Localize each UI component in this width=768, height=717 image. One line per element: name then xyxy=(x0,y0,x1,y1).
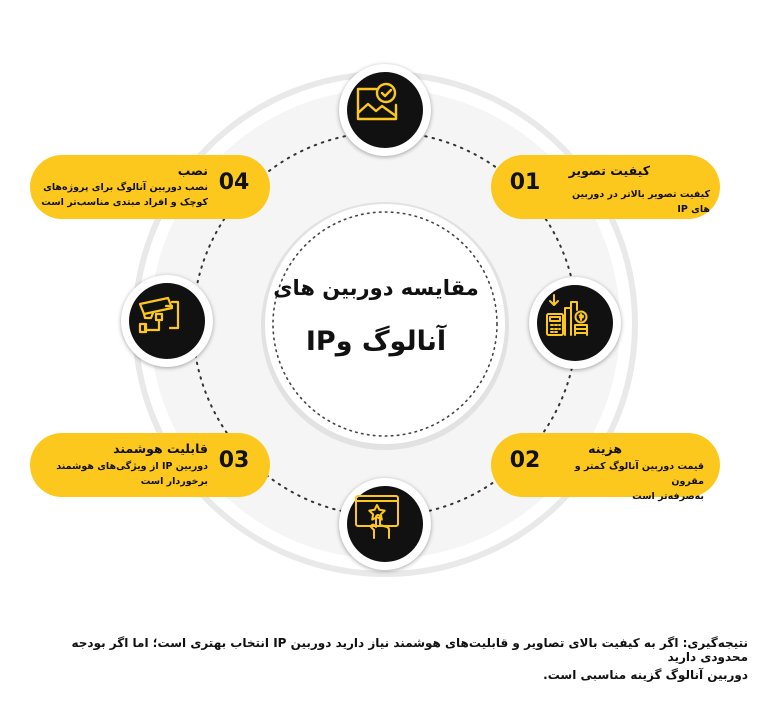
cost-icon-circle xyxy=(529,277,621,369)
card-desc-line: نصب دوربین آنالوگ برای پروژه‌های xyxy=(43,182,208,193)
cctv-camera-icon xyxy=(136,290,182,336)
card-number: 04 xyxy=(218,170,250,195)
card-desc xyxy=(38,459,208,489)
card-desc-line: کیفیت تصویر بالاتر در دوربین های IP xyxy=(571,189,710,215)
conclusion-line1: نتیجه‌گیری: اگر به کیفیت بالای تصاویر و قابلیت‌های هوشمند نیاز دارید دوربین IP انتخاب بهتری است؛ اما اگر بودجه محدودی دارید xyxy=(71,636,748,664)
card-desc-line: به‌صرفه‌تر است xyxy=(632,491,704,502)
card-title: قابلیت هوشمند xyxy=(113,441,208,456)
center-title-line1: مقایسه دوربین های xyxy=(273,276,479,300)
image-check-icon-circle xyxy=(339,64,431,156)
card-desc-line: دوربین IP از ویژگی‌های هوشمند xyxy=(56,461,208,472)
card-desc xyxy=(544,459,704,504)
card-number: 02 xyxy=(509,448,541,473)
image-check-icon xyxy=(354,79,400,125)
card-desc-line: قیمت دوربین آنالوگ کمتر و مقرون xyxy=(574,461,704,487)
center-circle xyxy=(265,204,505,444)
card-title: نصب xyxy=(177,163,208,178)
card-desc xyxy=(33,180,208,210)
card-desc-line: کوچک و افراد مبتدی مناسب‌تر است xyxy=(41,197,208,208)
center-title-line2: آنالوگ وIP xyxy=(305,326,447,357)
card-smart-features xyxy=(30,433,270,497)
card-cost xyxy=(491,433,720,502)
card-desc-line: برخوردار است xyxy=(140,476,208,487)
card-number: 03 xyxy=(218,448,250,473)
card-title: کیفیت تصویر xyxy=(568,163,650,178)
touch-icon-circle xyxy=(339,478,431,570)
card-installation xyxy=(30,155,270,219)
cost-calculator-coins-icon xyxy=(544,292,590,338)
card-number: 01 xyxy=(509,170,541,195)
card-image-quality xyxy=(491,155,720,219)
conclusion-line2: دوربین آنالوگ گزینه مناسبی است. xyxy=(543,668,748,682)
card-title: هزینه xyxy=(588,441,622,456)
cctv-icon-circle xyxy=(121,275,213,367)
card-desc xyxy=(550,187,710,217)
touch-screen-star-icon xyxy=(354,493,400,539)
